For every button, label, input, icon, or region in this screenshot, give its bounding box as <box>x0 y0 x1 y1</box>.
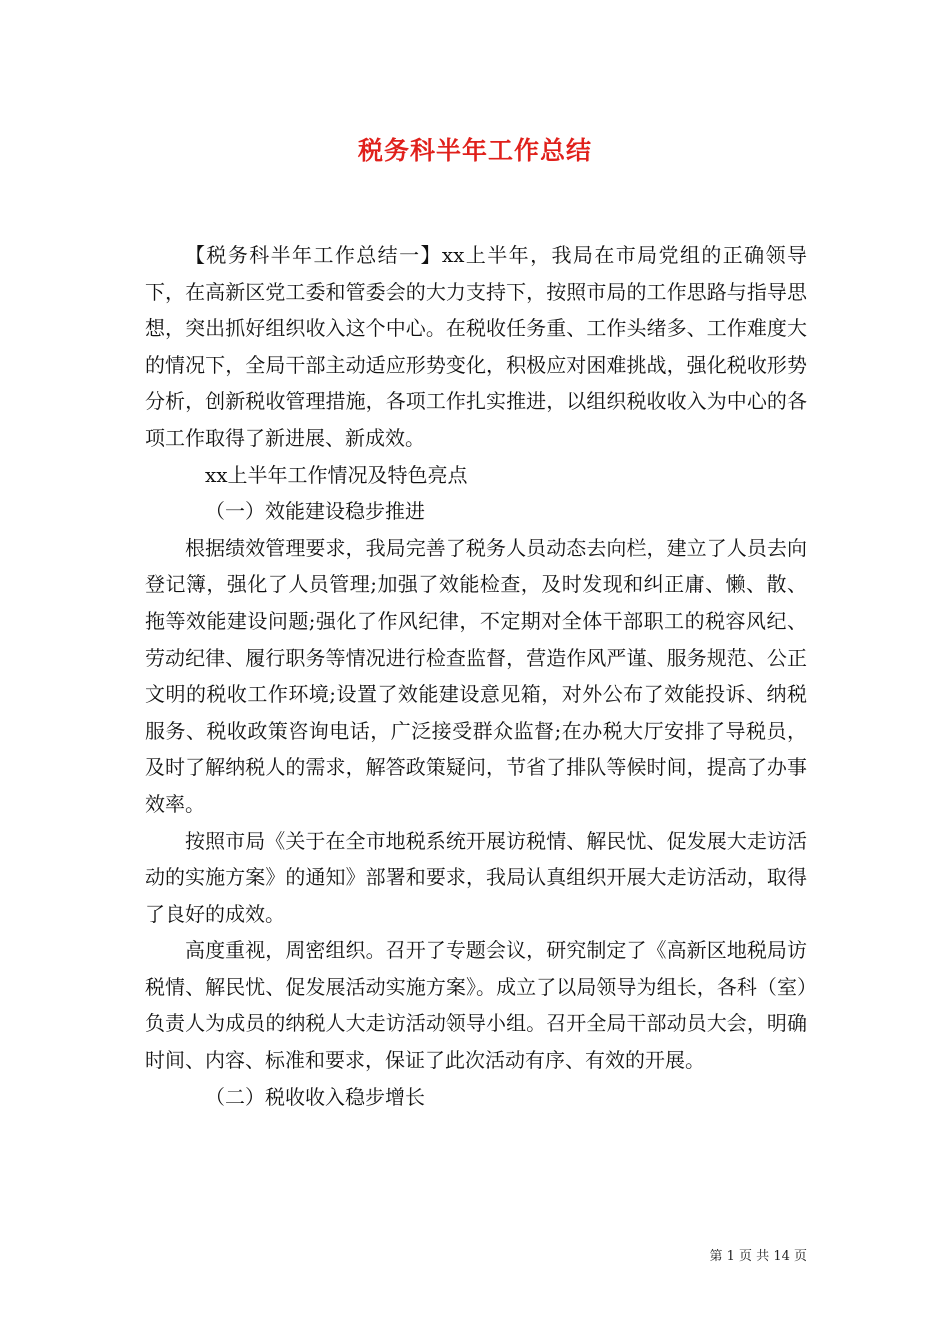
document-body <box>145 237 807 1115</box>
paragraph-organization: 高度重视，周密组织。召开了专题会议，研究制定了《高新区地税局访税情、解民忧、促发展活动实施方案》。成立了以局领导为组长，各科（室）负责人为成员的纳税人大走访活动领导小组。召开全局干部动员大会，明确时间、内容、标准和要求，保证了此次活动有序、有效的开展。 <box>145 938 807 1073</box>
subsection-heading-2: （二）税收收入稳步增长 <box>205 1084 425 1109</box>
document-title: 税务科半年工作总结 <box>357 136 592 165</box>
page-number: 第 1 页 共 14 页 <box>709 1249 807 1264</box>
paragraph-visit-campaign: 按照市局《关于在全市地税系统开展访税情、解民忧、促发展大走访活动的实施方案》的通知》部署和要求，我局认真组织开展大走访活动，取得了良好的成效。 <box>145 828 807 926</box>
paragraph-efficiency: 根据绩效管理要求，我局完善了税务人员动态去向栏，建立了人员去向登记簿，强化了人员管理;加强了效能检查，及时发现和纠正庸、懒、散、拖等效能建设问题;强化了作风纪律，不定期对全体干部职工的税容风纪、劳动纪律、履行职务等情况进行检查监督，营造作风严谨、服务规范、公正文明的税收工作环境;设置了效能建设意见箱，对外公布了效能投诉、纳税服务、税收政策咨询电话，广泛接受群众监督;在办税大厅安排了导税员，及时了解纳税人的需求，解答政策疑问，节省了排队等候时间，提高了办事效率。 <box>145 535 807 816</box>
subsection-heading-1: （一）效能建设稳步推进 <box>205 499 425 524</box>
section-heading: xx上半年工作情况及特色亮点 <box>205 462 468 487</box>
paragraph-intro: 【税务科半年工作总结一】xx上半年，我局在市局党组的正确领导下，在高新区党工委和管委会的大力支持下，按照市局的工作思路与指导思想，突出抓好组织收入这个中心。在税收任务重、工作头绪多、工作难度大的情况下，全局干部主动适应形势变化，积极应对困难挑战，强化税收形势分析，创新税收管理措施，各项工作扎实推进，以组织税收收入为中心的各项工作取得了新进展、新成效。 <box>145 243 807 450</box>
